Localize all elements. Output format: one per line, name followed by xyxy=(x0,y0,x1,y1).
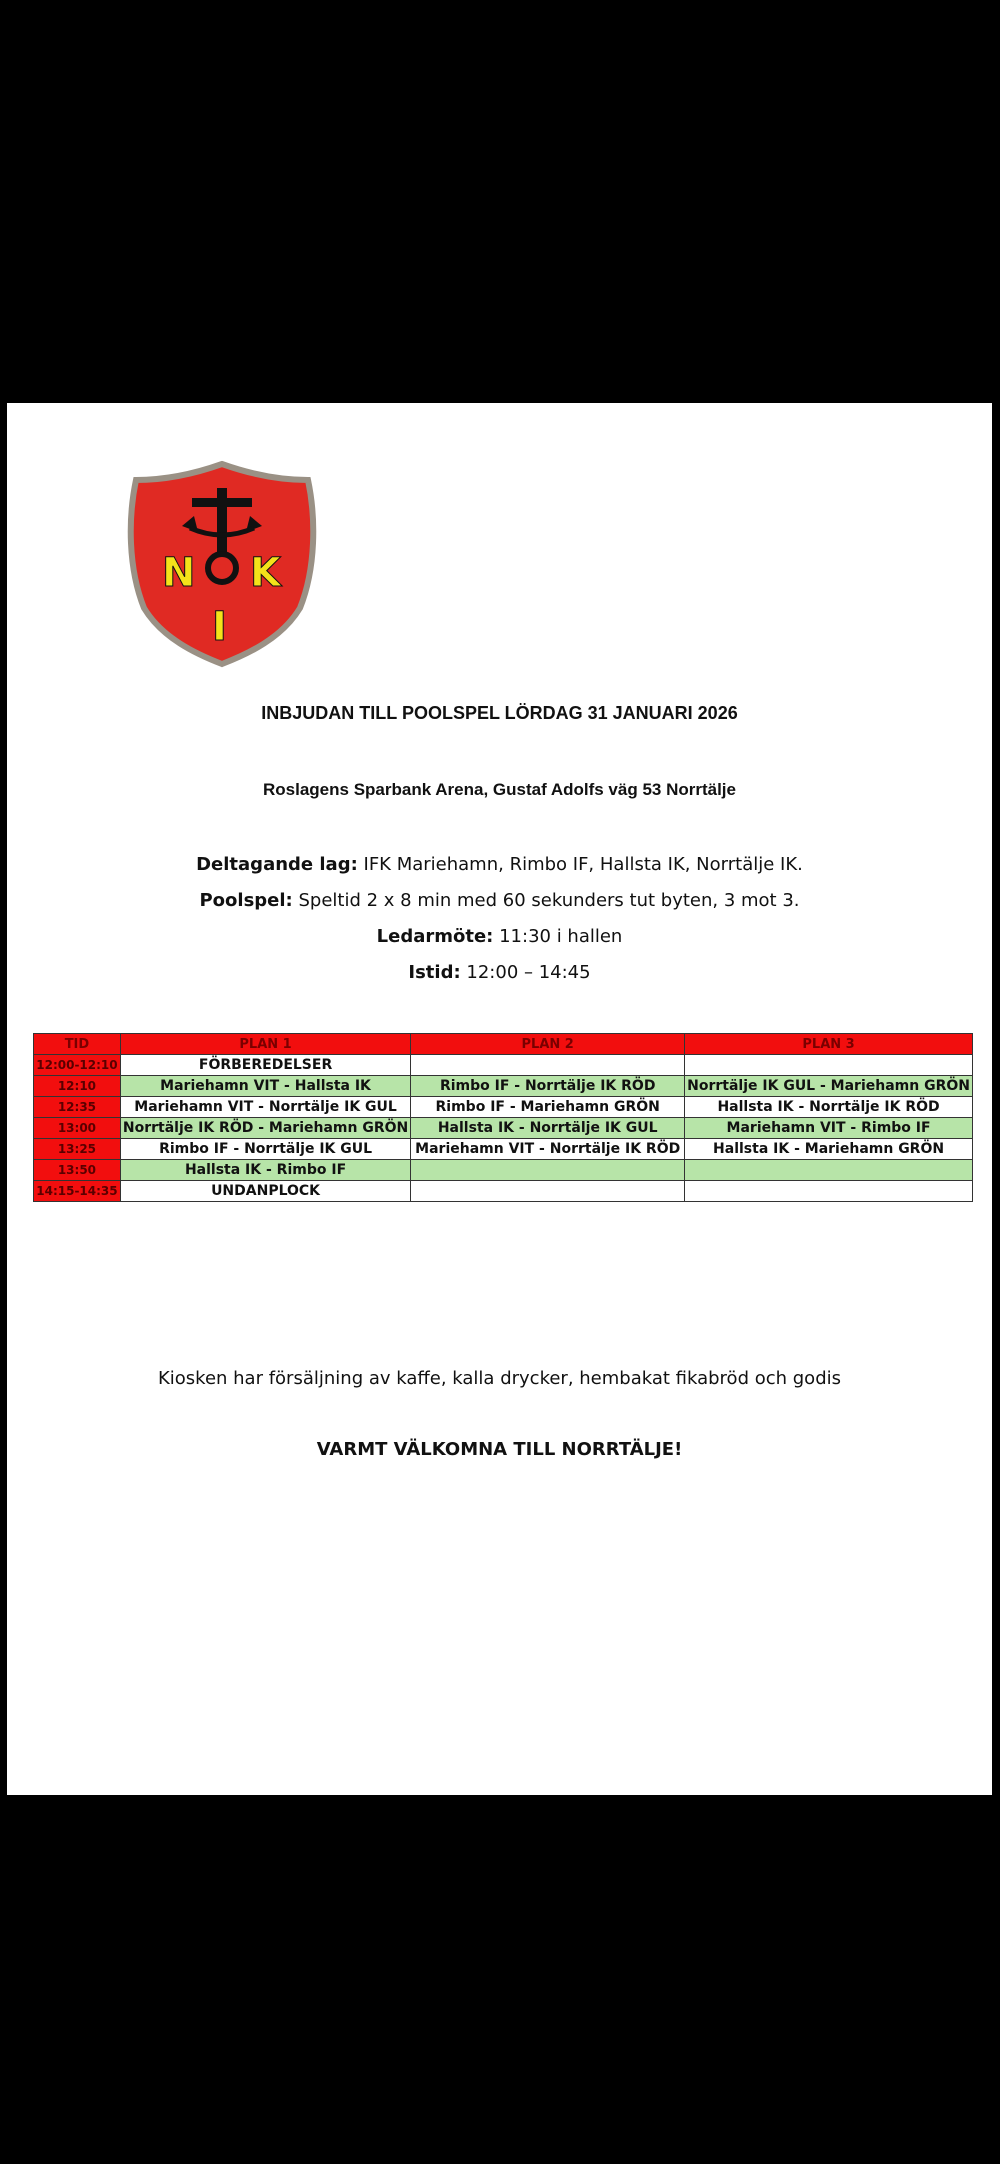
header-time: TID xyxy=(34,1034,121,1055)
cell-time: 12:35 xyxy=(34,1097,121,1118)
cell-plan-3: Mariehamn VIT - Rimbo IF xyxy=(685,1118,973,1139)
cell-plan-1: Rimbo IF - Norrtälje IK GUL xyxy=(120,1139,410,1160)
info-ice-time xyxy=(7,962,992,983)
table-row xyxy=(34,1076,973,1097)
info-leader-meeting xyxy=(7,926,992,947)
cell-plan-2: Rimbo IF - Norrtälje IK RÖD xyxy=(411,1076,685,1097)
cell-time: 13:50 xyxy=(34,1160,121,1181)
cell-time: 13:00 xyxy=(34,1118,121,1139)
cell-plan-3 xyxy=(685,1181,973,1202)
table-row xyxy=(34,1139,973,1160)
cell-plan-2: Hallsta IK - Norrtälje IK GUL xyxy=(411,1118,685,1139)
cell-plan-3 xyxy=(685,1055,973,1076)
cell-plan-1: UNDANPLOCK xyxy=(120,1181,410,1202)
logo-letter-k: K xyxy=(250,550,281,596)
cell-plan-1: Mariehamn VIT - Hallsta IK xyxy=(120,1076,410,1097)
cell-time: 12:10 xyxy=(34,1076,121,1097)
welcome-message: VARMT VÄLKOMNA TILL NORRTÄLJE! xyxy=(316,1439,683,1460)
schedule-header-row xyxy=(34,1034,973,1055)
header-plan-2: PLAN 2 xyxy=(411,1034,685,1055)
page-title: INBJUDAN TILL POOLSPEL LÖRDAG 31 JANUARI 2026 xyxy=(261,703,738,723)
cell-time: 13:25 xyxy=(34,1139,121,1160)
header-plan-3: PLAN 3 xyxy=(685,1034,973,1055)
cell-plan-2 xyxy=(411,1055,685,1076)
info-label: Deltagande lag: xyxy=(196,854,358,875)
logo-letter-n: N xyxy=(162,550,196,596)
cell-plan-1: Norrtälje IK RÖD - Mariehamn GRÖN xyxy=(120,1118,410,1139)
info-participating-teams xyxy=(7,854,992,875)
cell-plan-3: Norrtälje IK GUL - Mariehamn GRÖN xyxy=(685,1076,973,1097)
document-page xyxy=(7,403,992,1795)
logo-letter-i: I xyxy=(212,604,227,650)
table-row xyxy=(34,1160,973,1181)
schedule-table xyxy=(33,1033,973,1202)
cell-plan-1: Hallsta IK - Rimbo IF xyxy=(120,1160,410,1181)
info-label: Poolspel: xyxy=(199,890,293,911)
cell-plan-3: Hallsta IK - Mariehamn GRÖN xyxy=(685,1139,973,1160)
info-value: 12:00 – 14:45 xyxy=(460,962,591,983)
table-row xyxy=(34,1181,973,1202)
info-value: Speltid 2 x 8 min med 60 sekunders tut byten, 3 mot 3. xyxy=(292,890,800,911)
info-value: IFK Mariehamn, Rimbo IF, Hallsta IK, Norrtälje IK. xyxy=(357,854,803,875)
info-label: Istid: xyxy=(408,962,461,983)
table-row xyxy=(34,1055,973,1076)
header-plan-1: PLAN 1 xyxy=(120,1034,410,1055)
table-row xyxy=(34,1097,973,1118)
table-row xyxy=(34,1118,973,1139)
info-pool-play xyxy=(7,890,992,911)
cell-plan-2: Mariehamn VIT - Norrtälje IK RÖD xyxy=(411,1139,685,1160)
kiosk-note: Kiosken har försäljning av kaffe, kalla drycker, hembakat fikabröd och godis xyxy=(157,1368,842,1389)
cell-time: 12:00-12:10 xyxy=(34,1055,121,1076)
cell-plan-3 xyxy=(685,1160,973,1181)
club-logo-shield xyxy=(124,458,320,668)
venue-address: Roslagens Sparbank Arena, Gustaf Adolfs väg 53 Norrtälje xyxy=(263,780,736,799)
info-value: 11:30 i hallen xyxy=(493,926,623,947)
cell-plan-2 xyxy=(411,1160,685,1181)
info-label: Ledarmöte: xyxy=(376,926,494,947)
cell-plan-2: Rimbo IF - Mariehamn GRÖN xyxy=(411,1097,685,1118)
cell-plan-3: Hallsta IK - Norrtälje IK RÖD xyxy=(685,1097,973,1118)
cell-plan-2 xyxy=(411,1181,685,1202)
cell-time: 14:15-14:35 xyxy=(34,1181,121,1202)
cell-plan-1: Mariehamn VIT - Norrtälje IK GUL xyxy=(120,1097,410,1118)
cell-plan-1: FÖRBEREDELSER xyxy=(120,1055,410,1076)
